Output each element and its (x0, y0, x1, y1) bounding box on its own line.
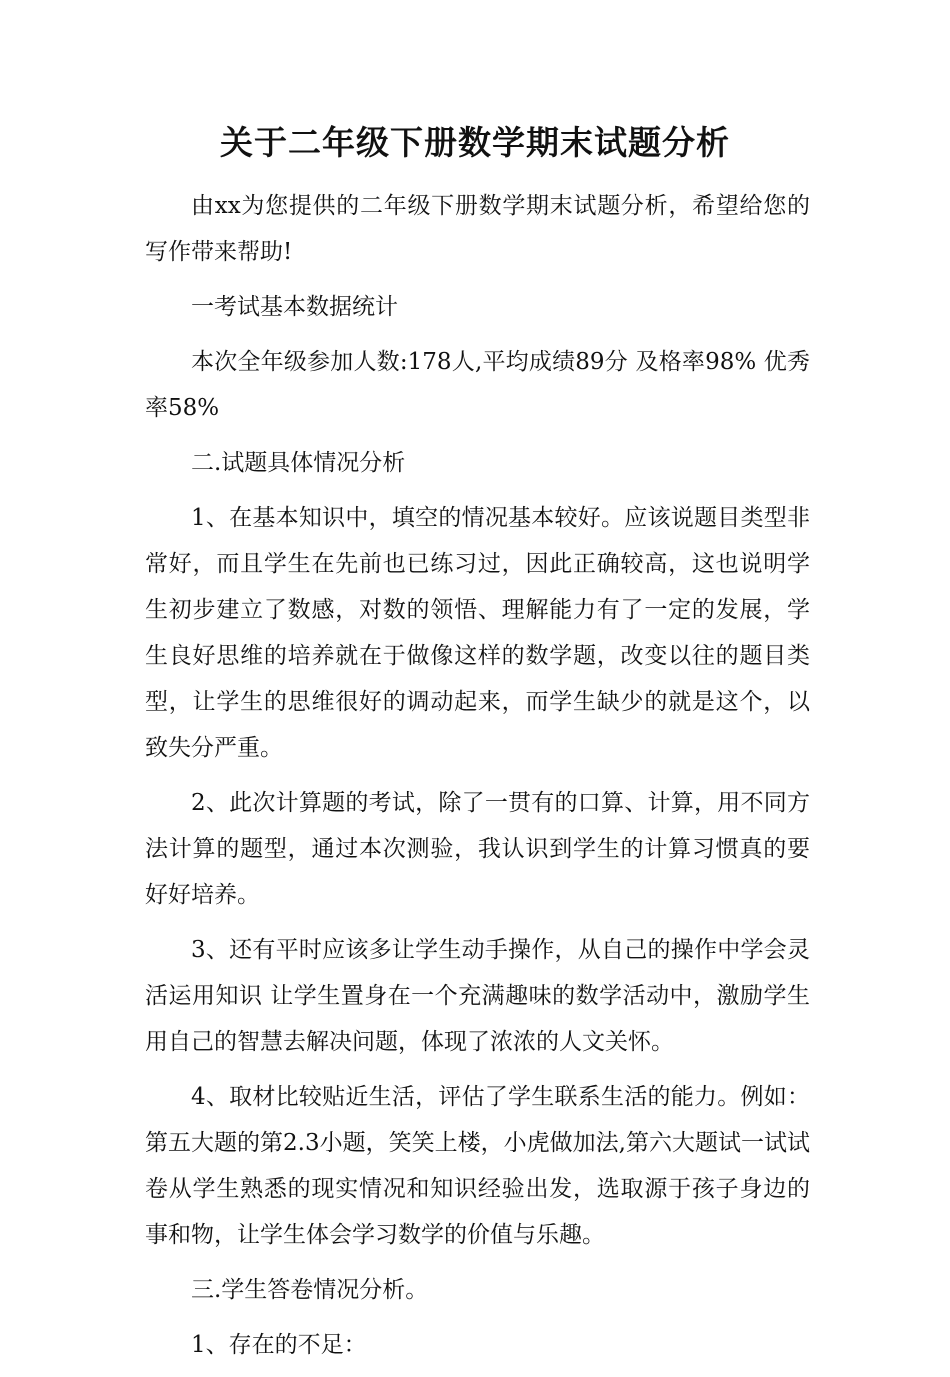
analysis-paragraph-1: 1、在基本知识中，填空的情况基本较好。应该说题目类型非常好，而且学生在先前也已练习过，因此正确较高，这也说明学生初步建立了数感，对数的领悟、理解能力有了一定的发展，学生良好思维的培养就在于做像这样的数学题，改变以往的题目类型，让学生的思维很好的调动起来，而学生缺少的就是这个，以致失分严重。 (145, 505, 810, 761)
document-title: 关于二年级下册数学期末试题分析 (220, 123, 730, 162)
document-body (145, 183, 810, 1377)
section-heading-question-analysis: 二.试题具体情况分析 (191, 450, 406, 476)
intro-paragraph: 由xx为您提供的二年级下册数学期末试题分析，希望给您的写作带来帮助! (145, 193, 810, 265)
stats-paragraph: 本次全年级参加人数:178人,平均成绩89分 及格率98% 优秀率58% (145, 349, 810, 421)
section-heading-basic-stats: 一考试基本数据统计 (191, 294, 398, 320)
shortcomings-paragraph: 1、存在的不足： (191, 1332, 367, 1358)
analysis-paragraph-4: 4、取材比较贴近生活，评估了学生联系生活的能力。例如：第五大题的第2.3小题，笑笑上楼，小虎做加法,第六大题试一试试卷从学生熟悉的现实情况和知识经验出发，选取源于孩子身边的事和物，让学生体会学习数学的价值与乐趣。 (145, 1084, 810, 1248)
analysis-paragraph-2: 2、此次计算题的考试，除了一贯有的口算、计算，用不同方法计算的题型，通过本次测验，我认识到学生的计算习惯真的要好好培养。 (145, 790, 810, 908)
analysis-paragraph-3: 3、还有平时应该多让学生动手操作，从自己的操作中学会灵活运用知识 让学生置身在一个充满趣味的数学活动中，激励学生用自己的智慧去解决问题，体现了浓浓的人文关怀。 (145, 937, 810, 1055)
section-heading-answer-analysis: 三.学生答卷情况分析。 (191, 1277, 429, 1303)
